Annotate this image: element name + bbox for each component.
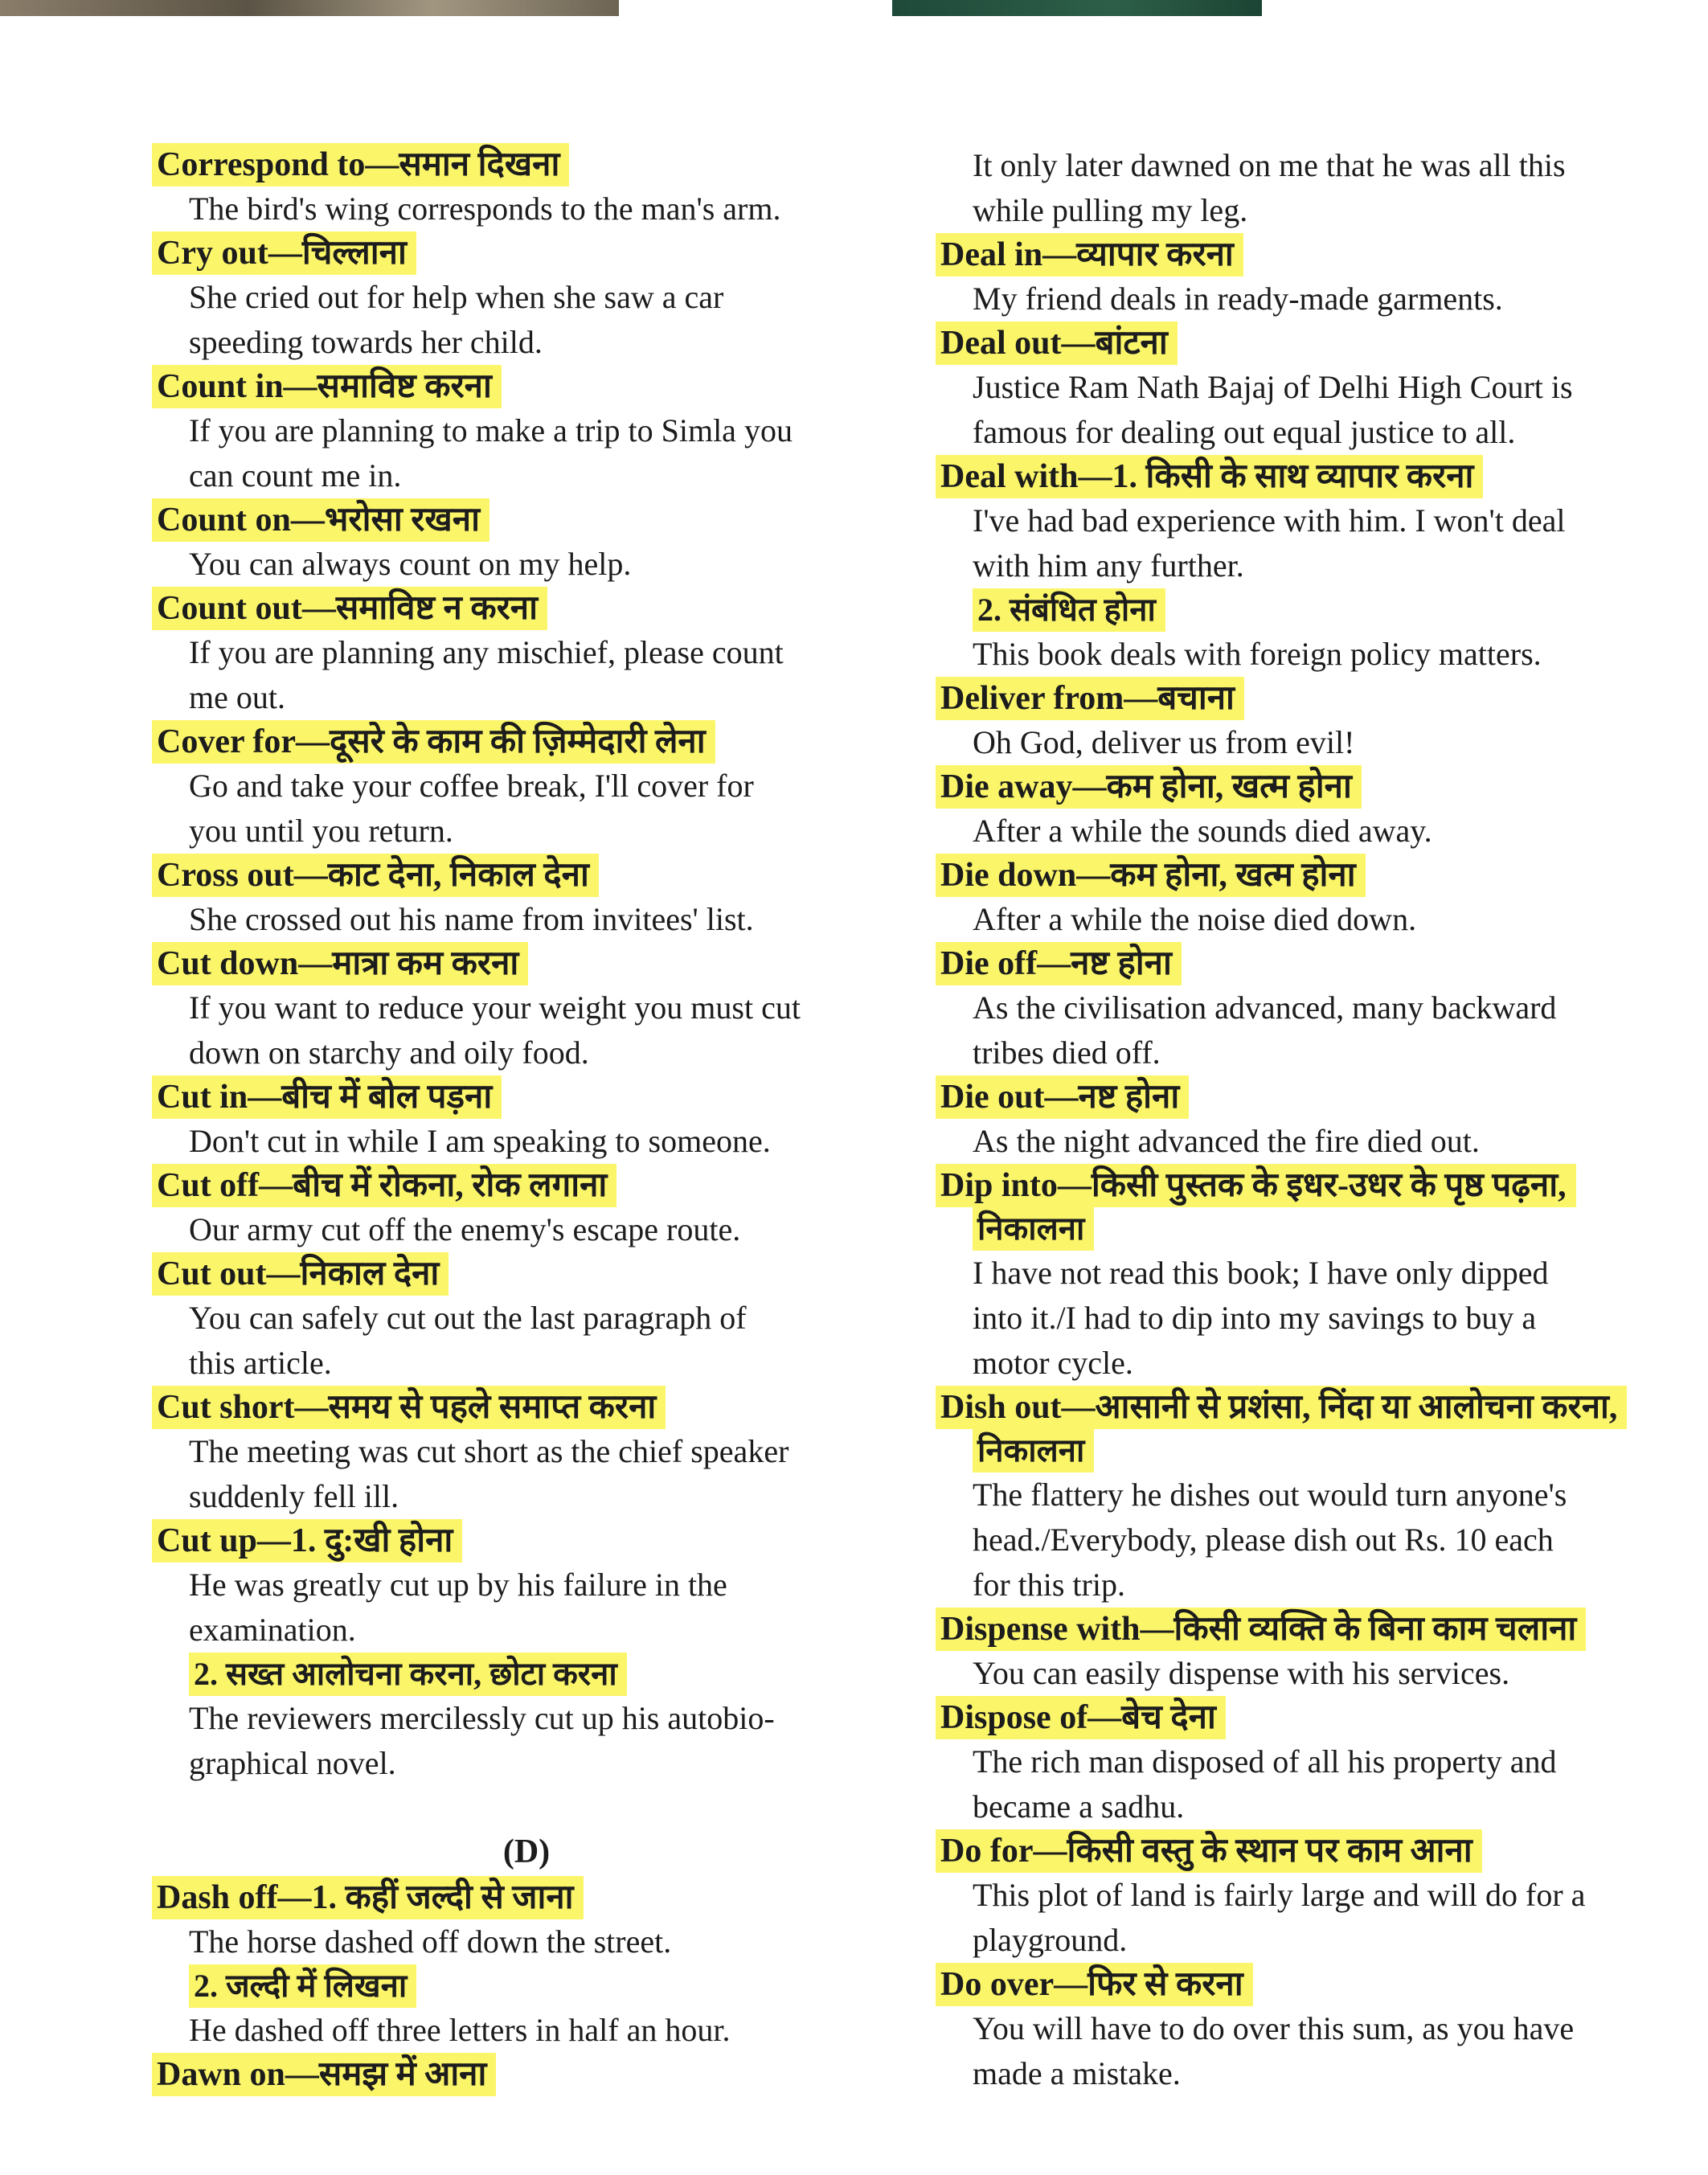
example-line: It only later dawned on me that he was all this [973, 147, 1566, 183]
example-line: The bird's wing corresponds to the man's arm. [189, 190, 781, 227]
entry-headword: Dish out—आसानी से प्रशंसा, निंदा या आलोचना करना, [936, 1386, 1627, 1429]
example-line: me out. [189, 679, 285, 715]
entry-headword: Die down—कम होना, खत्म होना [936, 854, 1366, 897]
example-line: graphical novel. [189, 1745, 396, 1781]
entry-cut-short [157, 1386, 896, 1519]
entry-cut-in [157, 1075, 896, 1164]
example-line: She cried out for help when she saw a car [189, 279, 724, 315]
entry-headword: Dawn on—समझ में आना [152, 2053, 496, 2096]
entry-headword: Cover for—दूसरे के काम की ज़िम्मेदारी लेना [152, 720, 715, 764]
entry-headword: Cut out—निकाल देना [152, 1252, 449, 1296]
entry-headword: Cut in—बीच में बोल पड़ना [152, 1075, 502, 1119]
example-line: The flattery he dishes out would turn anyone's [973, 1477, 1567, 1513]
entry-die-off [940, 942, 1668, 1075]
entry-headword: Die off—नष्ट होना [936, 942, 1182, 985]
example-line: playground. [973, 1922, 1128, 1958]
example-line: you until you return. [189, 813, 453, 849]
entry-headword: Die away—कम होना, खत्म होना [936, 765, 1362, 809]
example-line: You can safely cut out the last paragraph of [189, 1300, 747, 1336]
entry-die-away [940, 765, 1668, 854]
sense-2-label: 2. सख्त आलोचना करना, छोटा करना [189, 1653, 627, 1696]
photo-strip-left [0, 0, 619, 16]
entry-dish-out [940, 1386, 1668, 1608]
example-line: The reviewers mercilessly cut up his autobio- [189, 1700, 775, 1736]
example-line: famous for dealing out equal justice to all. [973, 414, 1516, 450]
entry-headword: Count in—समाविष्ट करना [152, 365, 502, 408]
left-column [157, 143, 896, 2096]
example-line: You will have to do over this sum, as you have [973, 2010, 1575, 2046]
example-line: made a mistake. [973, 2055, 1181, 2091]
example-line: Go and take your coffee break, I'll cover for [189, 768, 754, 804]
example-line: while pulling my leg. [973, 192, 1248, 228]
entry-deal-out [940, 322, 1668, 455]
example-line: motor cycle. [973, 1345, 1133, 1381]
example-line: can count me in. [189, 457, 402, 494]
entry-deal-in [940, 233, 1668, 322]
entry-headword: Cut short—समय से पहले समाप्त करना [152, 1386, 666, 1429]
example-line: suddenly fell ill. [189, 1478, 399, 1514]
entry-cover-for [157, 720, 896, 854]
example-line: He was greatly cut up by his failure in the [189, 1567, 727, 1603]
example-line: with him any further. [973, 547, 1244, 584]
entry-dash-off [157, 1876, 896, 2053]
example-line: examination. [189, 1612, 356, 1648]
entry-correspond-to [157, 143, 896, 231]
example-line: head./Everybody, please dish out Rs. 10 each [973, 1522, 1554, 1558]
example-line: speeding towards her child. [189, 324, 543, 360]
entry-cut-down [157, 942, 896, 1075]
entry-dip-into [940, 1164, 1668, 1386]
entry-headword: Do for—किसी वस्तु के स्थान पर काम आना [936, 1829, 1482, 1873]
example-line: As the night advanced the fire died out. [973, 1123, 1480, 1159]
photo-strip-right [892, 0, 1262, 16]
entry-headword: Deliver from—बचाना [936, 677, 1244, 720]
example-line: He dashed off three letters in half an hour. [189, 2012, 731, 2048]
entry-headword: Dip into—किसी पुस्तक के इधर-उधर के पृष्ठ पढ़ना, [936, 1164, 1576, 1207]
example-line: Justice Ram Nath Bajaj of Delhi High Court is [973, 369, 1573, 405]
entry-headword: Cut up—1. दु:खी होना [152, 1519, 462, 1563]
entry-headword: Deal with—1. किसी के साथ व्यापार करना [936, 455, 1483, 498]
example-line: After a while the noise died down. [973, 901, 1417, 937]
entry-dawn-on [157, 2053, 896, 2096]
right-column [940, 143, 1668, 2096]
sense-2-label: 2. संबंधित होना [973, 588, 1165, 632]
example-line: As the civilisation advanced, many backward [973, 989, 1557, 1026]
entry-headword: Dash off—1. कहीं जल्दी से जाना [152, 1876, 584, 1919]
example-line: Oh God, deliver us from evil! [973, 724, 1355, 760]
entry-headword: Cry out—चिल्लाना [152, 231, 416, 275]
example-line: The meeting was cut short as the chief speaker [189, 1433, 789, 1469]
sense-2-label: 2. जल्दी में लिखना [189, 1964, 416, 2008]
example-line: The rich man disposed of all his property and [973, 1743, 1557, 1780]
entry-headword: Cut down—मात्रा कम करना [152, 942, 528, 985]
example-line: This book deals with foreign policy matters. [973, 636, 1542, 672]
entry-headword: Cross out—काट देना, निकाल देना [152, 854, 599, 897]
entry-headword: Count on—भरोसा रखना [152, 498, 489, 542]
example-line: this article. [189, 1345, 332, 1381]
entry-headword: Cut off—बीच में रोकना, रोक लगाना [152, 1164, 616, 1207]
entry-headword: Deal out—बांटना [936, 322, 1178, 365]
entry-do-for [940, 1829, 1668, 1963]
entry-count-in [157, 365, 896, 498]
example-line: My friend deals in ready-made garments. [973, 281, 1503, 317]
entry-headword-cont: निकालना [973, 1207, 1094, 1251]
entry-headword: Die out—नष्ट होना [936, 1075, 1189, 1119]
entry-do-over [940, 1963, 1668, 2096]
entry-dispense-with [940, 1608, 1668, 1696]
example-line: Our army cut off the enemy's escape route. [189, 1211, 741, 1247]
entry-headword: Deal in—व्यापार करना [936, 233, 1243, 276]
entry-dispose-of [940, 1696, 1668, 1829]
entry-count-on [157, 498, 896, 587]
example-line: for this trip. [973, 1567, 1125, 1603]
entry-cut-off [157, 1164, 896, 1252]
continued-example [940, 143, 1668, 233]
example-line: into it./I had to dip into my savings to buy a [973, 1300, 1537, 1336]
entry-die-down [940, 854, 1668, 942]
example-line: Don't cut in while I am speaking to someone. [189, 1123, 771, 1159]
example-line: If you are planning to make a trip to Simla you [189, 412, 793, 449]
example-line: You can always count on my help. [189, 546, 632, 582]
entry-headword-cont: निकालना [973, 1429, 1094, 1473]
entry-headword: Correspond to—समान दिखना [152, 143, 569, 186]
example-line: I have not read this book; I have only dipped [973, 1255, 1549, 1291]
section-heading: (D) [502, 1833, 551, 1870]
entry-die-out [940, 1075, 1668, 1164]
example-line: If you are planning any mischief, please count [189, 634, 784, 670]
example-line: The horse dashed off down the street. [189, 1923, 672, 1960]
example-line: You can easily dispense with his services. [973, 1655, 1510, 1691]
entry-deal-with [940, 455, 1668, 677]
entry-deliver-from [940, 677, 1668, 765]
example-line: After a while the sounds died away. [973, 813, 1432, 849]
example-line: This plot of land is fairly large and will do for a [973, 1877, 1586, 1913]
entry-cross-out [157, 854, 896, 942]
entry-cry-out [157, 231, 896, 365]
entry-cut-out [157, 1252, 896, 1386]
example-line: became a sadhu. [973, 1788, 1185, 1825]
entry-headword: Do over—फिर से करना [936, 1963, 1253, 2006]
entry-headword: Dispense with—किसी व्यक्ति के बिना काम चलाना [936, 1608, 1586, 1651]
example-line: tribes died off. [973, 1034, 1161, 1071]
entry-headword: Dispose of—बेच देना [936, 1696, 1226, 1739]
entry-headword: Count out—समाविष्ट न करना [152, 587, 547, 630]
example-line: down on starchy and oily food. [189, 1034, 589, 1071]
example-line: If you want to reduce your weight you must cut [189, 989, 801, 1026]
entry-cut-up [157, 1519, 896, 1786]
entry-count-out [157, 587, 896, 720]
example-line: She crossed out his name from invitees' list. [189, 901, 754, 937]
example-line: I've had bad experience with him. I won't deal [973, 502, 1566, 539]
